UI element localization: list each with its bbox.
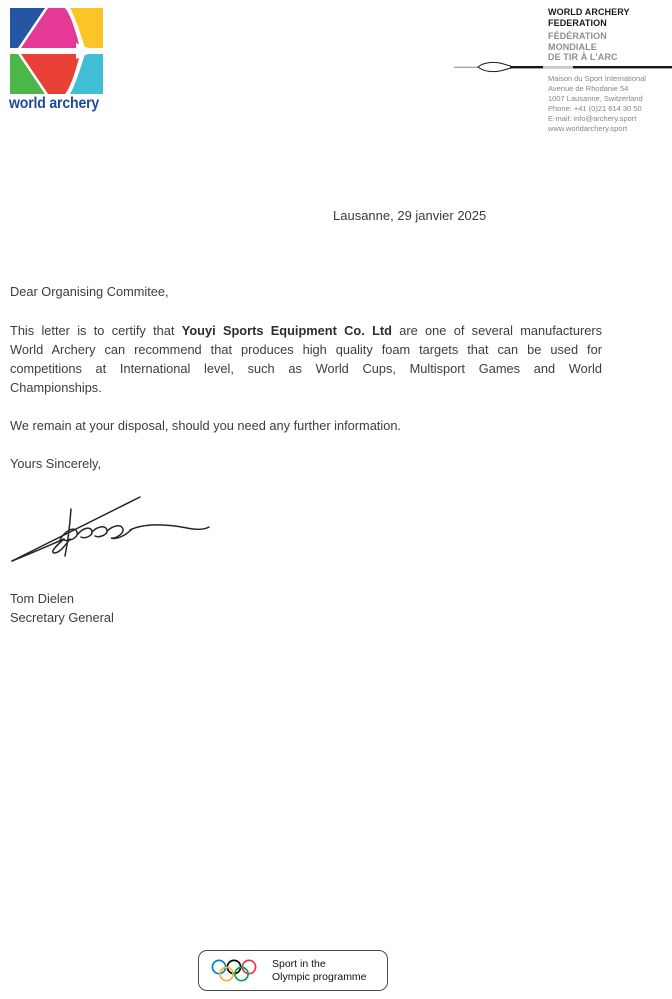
address-email: E-mail: info@archery.sport xyxy=(548,113,637,123)
body-line-3: competitions at International level, such as World Cups, Multisport Games and World xyxy=(10,361,602,376)
org-name-en-line1: WORLD ARCHERY xyxy=(548,7,630,17)
world-archery-wordmark: world archery xyxy=(9,95,100,112)
dateline: Lausanne, 29 janvier 2025 xyxy=(333,208,487,223)
org-name-en-line2: FEDERATION xyxy=(548,17,607,28)
closing-line: We remain at your disposal, should you need any further information. xyxy=(10,418,401,433)
greeting: Dear Organising Commitee, xyxy=(10,284,169,299)
body-line-2: World Archery can recommend that produces high quality foam targets that can be used for xyxy=(10,342,602,357)
world-archery-logo-icon xyxy=(10,8,103,94)
body-line-4: Championships. xyxy=(10,380,102,395)
olympic-rings-icon xyxy=(208,956,264,986)
address-website: www.worldarchery.sport xyxy=(548,123,628,133)
signoff: Yours Sincerely, xyxy=(10,456,102,471)
signature-block xyxy=(10,589,114,627)
signer-name: Tom Dielen xyxy=(10,591,75,606)
org-name-fr-line3: DE TIR À L'ARC xyxy=(548,52,618,62)
org-name-fr-line2: MONDIALE xyxy=(548,41,597,52)
org-name-fr-line1: FÉDÉRATION xyxy=(548,31,607,41)
body-line-1 xyxy=(10,321,602,340)
olympic-programme-badge xyxy=(198,950,388,991)
address-line: Maison du Sport International xyxy=(548,74,646,83)
address-line: Avenue de Rhodanie 54 xyxy=(548,83,629,93)
arrow-graphic-icon xyxy=(450,59,672,75)
badge-text-line1: Sport in the xyxy=(272,957,326,970)
body-line-1-prefix: This letter is to certify that xyxy=(10,323,182,338)
signature-icon xyxy=(2,483,217,568)
address-line: 1007 Lausanne, Switzerland xyxy=(548,93,643,103)
badge-text-line2: Olympic programme xyxy=(272,970,367,983)
badge-text xyxy=(272,958,367,984)
company-name: Youyi Sports Equipment Co. Ltd xyxy=(181,323,392,338)
body-line-1-suffix: are one of several manufacturers xyxy=(391,323,603,338)
body-paragraph xyxy=(10,321,602,397)
org-name-block xyxy=(548,7,672,63)
address-phone: Phone: +41 (0)21 614 30 50 xyxy=(548,103,642,113)
address-block xyxy=(548,74,672,133)
signer-title: Secretary General xyxy=(10,610,114,625)
